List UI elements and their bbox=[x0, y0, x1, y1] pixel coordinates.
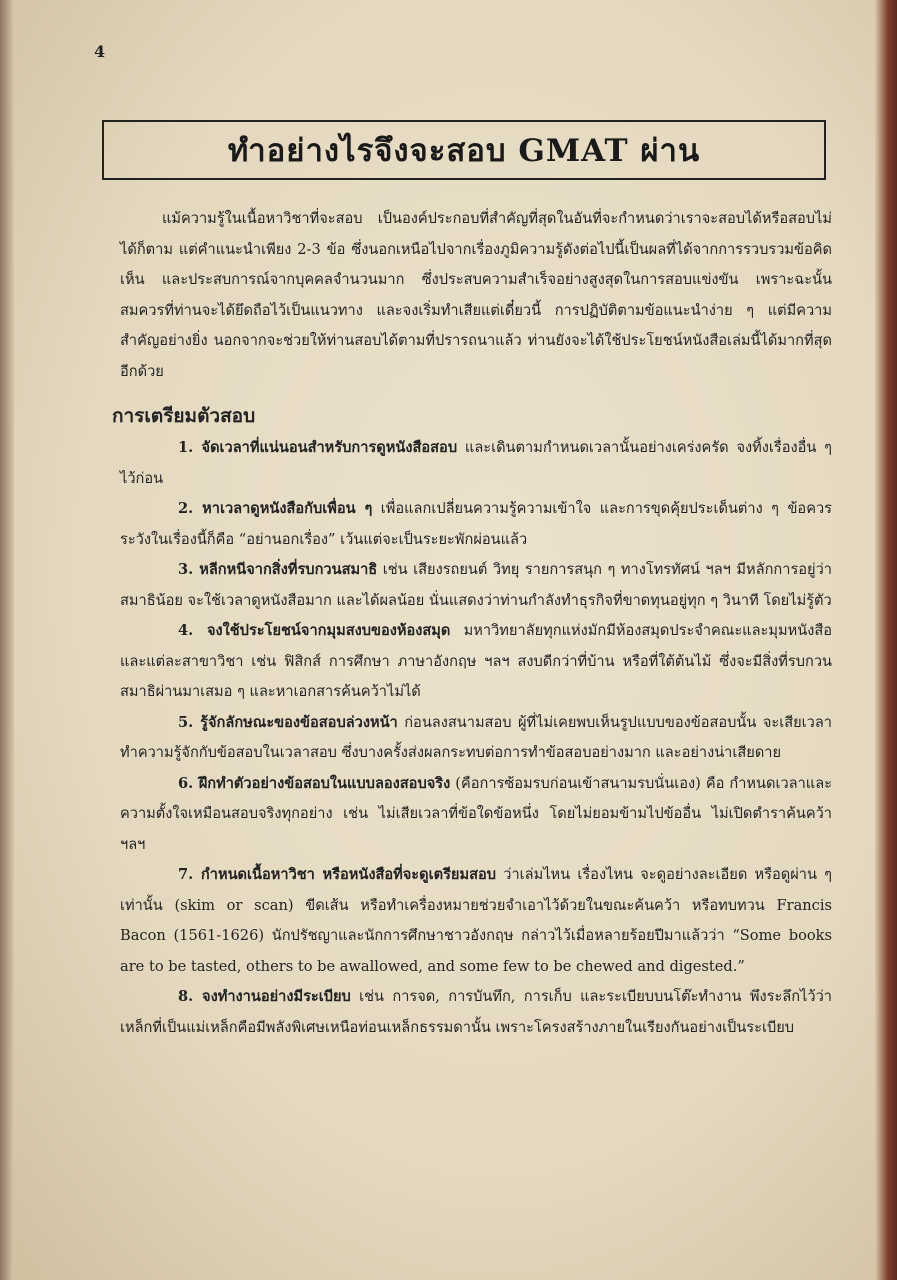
list-item-4 bbox=[120, 616, 832, 708]
item-text: เช่น เสียงรถยนต์ วิทยุ รายการสนุก ๆ ทางโทรทัศน์ ฯลฯ มีหลักการอยู่ว่า สมาธิน้อย จะใช้เวลาดูหนังสือมาก และได้ผลน้อย นั่นแสดงว่าท่านกำลังทำธุรกิจที่ขาดทุนอยู่ทุก ๆ วินาที โดยไม่รู้ตัว bbox=[120, 561, 832, 609]
item-heading: กำหนดเนื้อหาวิชา หรือหนังสือที่จะดูเตรียมสอบ bbox=[200, 866, 497, 883]
item-heading: จงทำงานอย่างมีระเบียบ bbox=[202, 988, 351, 1005]
item-text: เช่น การจด, การบันทึก, การเก็บ และระเบียบบนโต๊ะทำงาน พึงระลึกไว้ว่า เหล็กที่เป็นแม่เหล็กคือมีพลังพิเศษเหนือท่อนเหล็กธรรมดานั้น เพราะโครงสร้างภายในเรียงกันอย่างเป็นระเบียบ bbox=[120, 988, 832, 1036]
page-number: 4 bbox=[94, 42, 106, 61]
item-text: (คือการซ้อมรบก่อนเข้าสนามรบนั่นเอง) คือ กำหนดเวลาและความตั้งใจเหมือนสอบจริงทุกอย่าง เช่น ไม่เสียเวลาที่ข้อใดข้อหนึ่ง โดยไม่ยอมข้ามไปข้ออื่น ไม่เปิดตำราค้นคว้า ฯลฯ bbox=[120, 774, 832, 853]
item-text: เพื่อแลกเปลี่ยนความรู้ความเข้าใจ และการขุดคุ้ยประเด็นต่าง ๆ ข้อควรระวังในเรื่องนี้ก็คือ “อย่านอกเรื่อง” เว้นแต่จะเป็นระยะพักผ่อนแล้ว bbox=[120, 500, 832, 548]
title-box bbox=[102, 120, 826, 180]
list-item-5 bbox=[120, 708, 832, 769]
section-heading: การเตรียมตัวสอบ bbox=[112, 405, 256, 427]
item-text: ว่าเล่มไหน เรื่องไหน จะดูอย่างละเอียด หรือดูผ่าน ๆ เท่านั้น (skim or scan) ขีดเส้น หรือทำเครื่องหมายช่วยจำเอาไว้ด้วยในขณะค้นคว้า หรือทบทวน Francis Bacon (1561-1626) นักปรัชญาและนักการศึกษาชาวอังกฤษ กล่าวไว้เมื่อหลายร้อยปีมาแล้วว่า “Some books are to be tasted, others to be awallowed, and some few to be chewed and digested.” bbox=[120, 866, 832, 975]
page-title: ทำอย่างไรจึงจะสอบ GMAT ผ่าน bbox=[227, 133, 701, 169]
item-heading: หาเวลาดูหนังสือกับเพื่อน ๆ bbox=[202, 500, 373, 517]
item-heading: รู้จักลักษณะของข้อสอบล่วงหน้า bbox=[200, 713, 398, 731]
page-left-edge bbox=[0, 0, 14, 1280]
item-number: 8. bbox=[178, 988, 194, 1005]
item-number: 6. bbox=[178, 774, 194, 792]
item-text: ก่อนลงสนามสอบ ผู้ที่ไม่เคยพบเห็นรูปแบบของข้อสอบนั้น จะเสียเวลาทำความรู้จักกับข้อสอบในเวลาสอบ ซึ่งบางครั้งส่งผลกระทบต่อการทำข้อสอบอย่างมาก และอย่างน่าเสียดาย bbox=[120, 713, 832, 761]
item-number: 5. bbox=[178, 713, 194, 731]
item-text: และเดินตามกำหนดเวลานั้นอย่างเคร่งครัด จงทิ้งเรื่องอื่น ๆ ไว้ก่อน bbox=[120, 439, 832, 487]
item-text: มหาวิทยาลัยทุกแห่งมักมีห้องสมุดประจำคณะและมุมหนังสือ และแต่ละสาขาวิชา เช่น ฟิสิกส์ การศึกษา ภาษาอังกฤษ ฯลฯ สงบดีกว่าที่บ้าน หรือที่ใต้ต้นไม้ ซึ่งจะมีสิ่งที่รบกวนสมาธิผ่านมาเสมอ ๆ และหาเอกสารค้นคว้าไม่ได้ bbox=[120, 622, 832, 700]
item-heading: จงใช้ประโยชน์จากมุมสงบของห้องสมุด bbox=[206, 622, 451, 639]
body-text bbox=[112, 204, 832, 1043]
item-heading: ฝึกทำตัวอย่างข้อสอบในแบบลองสอบจริง bbox=[198, 774, 451, 792]
item-number: 7. bbox=[178, 866, 194, 883]
item-number: 1. bbox=[178, 439, 194, 456]
list-item-2 bbox=[120, 494, 832, 555]
item-number: 2. bbox=[178, 500, 194, 517]
item-number: 3. bbox=[178, 561, 194, 578]
item-number: 4. bbox=[178, 622, 194, 639]
list-item-7 bbox=[120, 860, 832, 982]
intro-paragraph: แม้ความรู้ในเนื้อหาวิชาที่จะสอบ เป็นองค์ประกอบที่สำคัญที่สุดในอันที่จะกำหนดว่าเราจะสอบได้หรือสอบไม่ได้ก็ตาม แต่คำแนะนำเพียง 2-3 ข้อ ซึ่งนอกเหนือไปจากเรื่องภูมิความรู้ดังต่อไปนี้เป็นผลที่ได้จากการรวบรวมข้อคิดเห็น และประสบการณ์จากบุคคลจำนวนมาก ซึ่งประสบความสำเร็จอย่างสูงสุดในการสอบแข่งขัน เพราะฉะนั้นสมควรที่ท่านจะได้ยึดถือไว้เป็นแนวทาง และจงเริ่มทำเสียแต่เดี๋ยวนี้ การปฏิบัติตามข้อแนะนำง่าย ๆ แต่มีความสำคัญอย่างยิ่ง นอกจากจะช่วยให้ท่านสอบได้ตามที่ปรารถนาแล้ว ท่านยังจะได้ใช้ประโยชน์หนังสือเล่มนี้ได้มากที่สุดอีกด้วย bbox=[120, 210, 832, 380]
list-item-8 bbox=[120, 982, 832, 1043]
book-cover-edge bbox=[875, 0, 897, 1280]
item-heading: จัดเวลาที่แน่นอนสำหรับการดูหนังสือสอบ bbox=[201, 439, 458, 456]
item-heading: หลีกหนีจากสิ่งที่รบกวนสมาธิ bbox=[199, 561, 378, 578]
list-item-6 bbox=[120, 769, 832, 861]
list-item-3 bbox=[120, 555, 832, 616]
list-item-1 bbox=[120, 433, 832, 494]
